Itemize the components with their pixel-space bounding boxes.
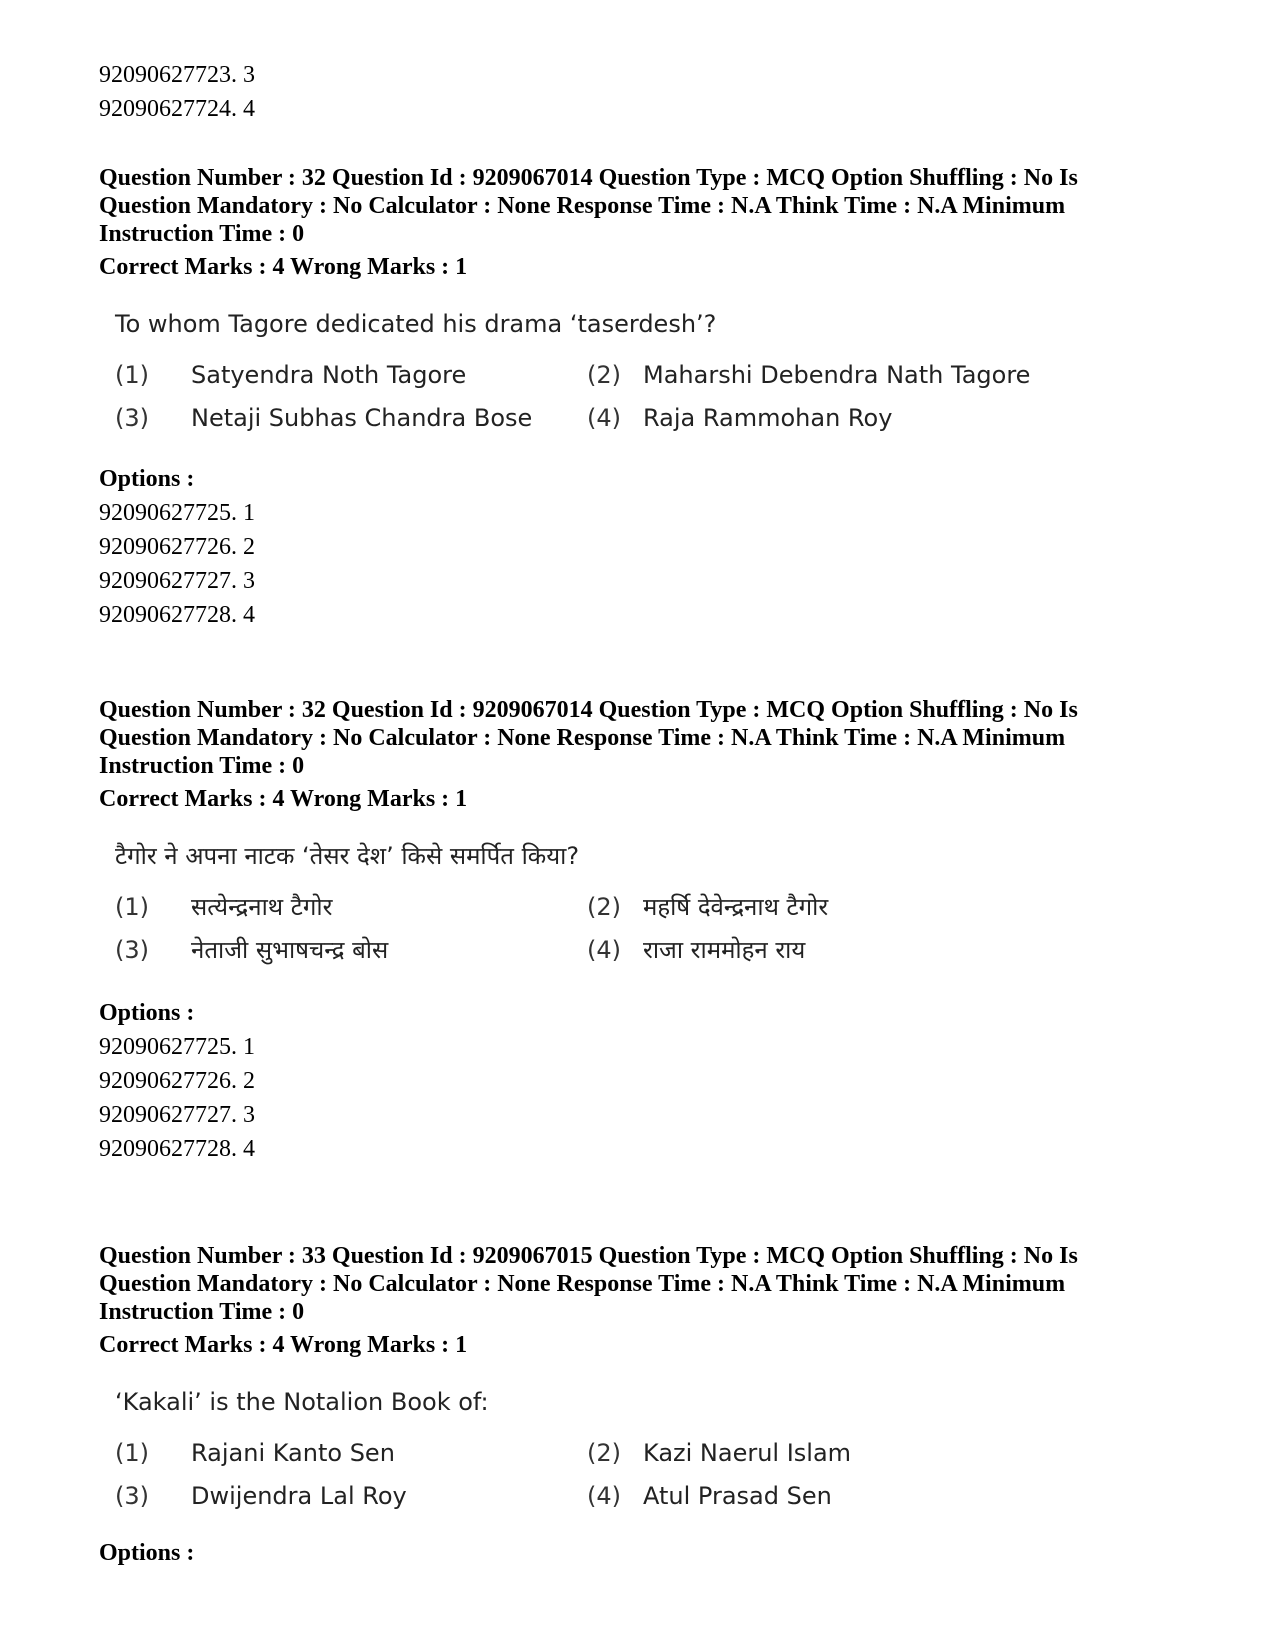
top-options-list — [99, 58, 1179, 126]
question-text: To whom Tagore dedicated his drama ‘taserdesh’? — [115, 310, 717, 338]
question-block-1 — [99, 164, 1179, 440]
choice-label: सत्येन्द्रनाथ टैगोर — [191, 893, 333, 921]
choice-label: Dwijendra Lal Roy — [191, 1482, 407, 1510]
choice-number: (4) — [587, 936, 621, 964]
choice-number: (1) — [115, 361, 149, 389]
choice-grid — [115, 1432, 1179, 1518]
choice-label: Netaji Subhas Chandra Bose — [191, 404, 533, 432]
choice-number: (2) — [587, 361, 621, 389]
question-header: Question Number : 32 Question Id : 9209067014 Question Type : MCQ Option Shuffling : No Is Question Mandatory : No Calculator : None Response Time : N.A Think Time : N.A Minimum Instruction Time : 0 — [99, 165, 1078, 247]
choice-number: (1) — [115, 893, 149, 921]
choice-label: Rajani Kanto Sen — [191, 1439, 395, 1467]
choice-number: (4) — [587, 1482, 621, 1510]
options-list-2 — [99, 996, 1179, 1166]
question-header: Question Number : 32 Question Id : 9209067014 Question Type : MCQ Option Shuffling : No Is Question Mandatory : No Calculator : None Response Time : N.A Think Time : N.A Minimum Instruction Time : 0 — [99, 697, 1078, 779]
choice-grid — [115, 886, 1179, 972]
option-line: 92090627726. 2 — [99, 1068, 255, 1094]
choice-label: महर्षि देवेन्द्रनाथ टैगोर — [643, 893, 829, 921]
option-line: 92090627725. 1 — [99, 1034, 255, 1060]
question-block-2 — [99, 696, 1179, 972]
question-text: टैगोर ने अपना नाटक ‘तेसर देश’ किसे समर्पित किया? — [115, 842, 580, 870]
choice-number: (3) — [115, 404, 149, 432]
question-text: ‘Kakali’ is the Notalion Book of: — [115, 1388, 489, 1416]
option-line: 92090627727. 3 — [99, 1102, 255, 1128]
choice-label: राजा राममोहन राय — [643, 936, 806, 964]
choice-label: Maharshi Debendra Nath Tagore — [643, 361, 1031, 389]
choice-number: (1) — [115, 1439, 149, 1467]
choice-label: Kazi Naerul Islam — [643, 1439, 852, 1467]
choice-label: नेताजी सुभाषचन्द्र बोस — [191, 936, 389, 964]
options-list-1 — [99, 462, 1179, 632]
option-line: 92090627723. 3 — [99, 62, 255, 88]
marks-line: Correct Marks : 4 Wrong Marks : 1 — [99, 1332, 468, 1358]
question-block-3 — [99, 1242, 1179, 1518]
option-line: 92090627724. 4 — [99, 96, 255, 122]
choice-number: (2) — [587, 1439, 621, 1467]
options-heading: Options : — [99, 1540, 195, 1566]
choice-number: (3) — [115, 1482, 149, 1510]
choice-grid — [115, 354, 1179, 440]
option-line: 92090627728. 4 — [99, 602, 255, 628]
options-heading: Options : — [99, 1000, 195, 1026]
option-line: 92090627728. 4 — [99, 1136, 255, 1162]
options-list-3 — [99, 1536, 1179, 1570]
choice-number: (3) — [115, 936, 149, 964]
choice-number: (4) — [587, 404, 621, 432]
question-header: Question Number : 33 Question Id : 9209067015 Question Type : MCQ Option Shuffling : No Is Question Mandatory : No Calculator : None Response Time : N.A Think Time : N.A Minimum Instruction Time : 0 — [99, 1243, 1078, 1325]
choice-number: (2) — [587, 893, 621, 921]
option-line: 92090627727. 3 — [99, 568, 255, 594]
marks-line: Correct Marks : 4 Wrong Marks : 1 — [99, 786, 468, 812]
options-heading: Options : — [99, 466, 195, 492]
choice-label: Satyendra Noth Tagore — [191, 361, 467, 389]
marks-line: Correct Marks : 4 Wrong Marks : 1 — [99, 254, 468, 280]
choice-label: Raja Rammohan Roy — [643, 404, 893, 432]
option-line: 92090627726. 2 — [99, 534, 255, 560]
option-line: 92090627725. 1 — [99, 500, 255, 526]
choice-label: Atul Prasad Sen — [643, 1482, 832, 1510]
